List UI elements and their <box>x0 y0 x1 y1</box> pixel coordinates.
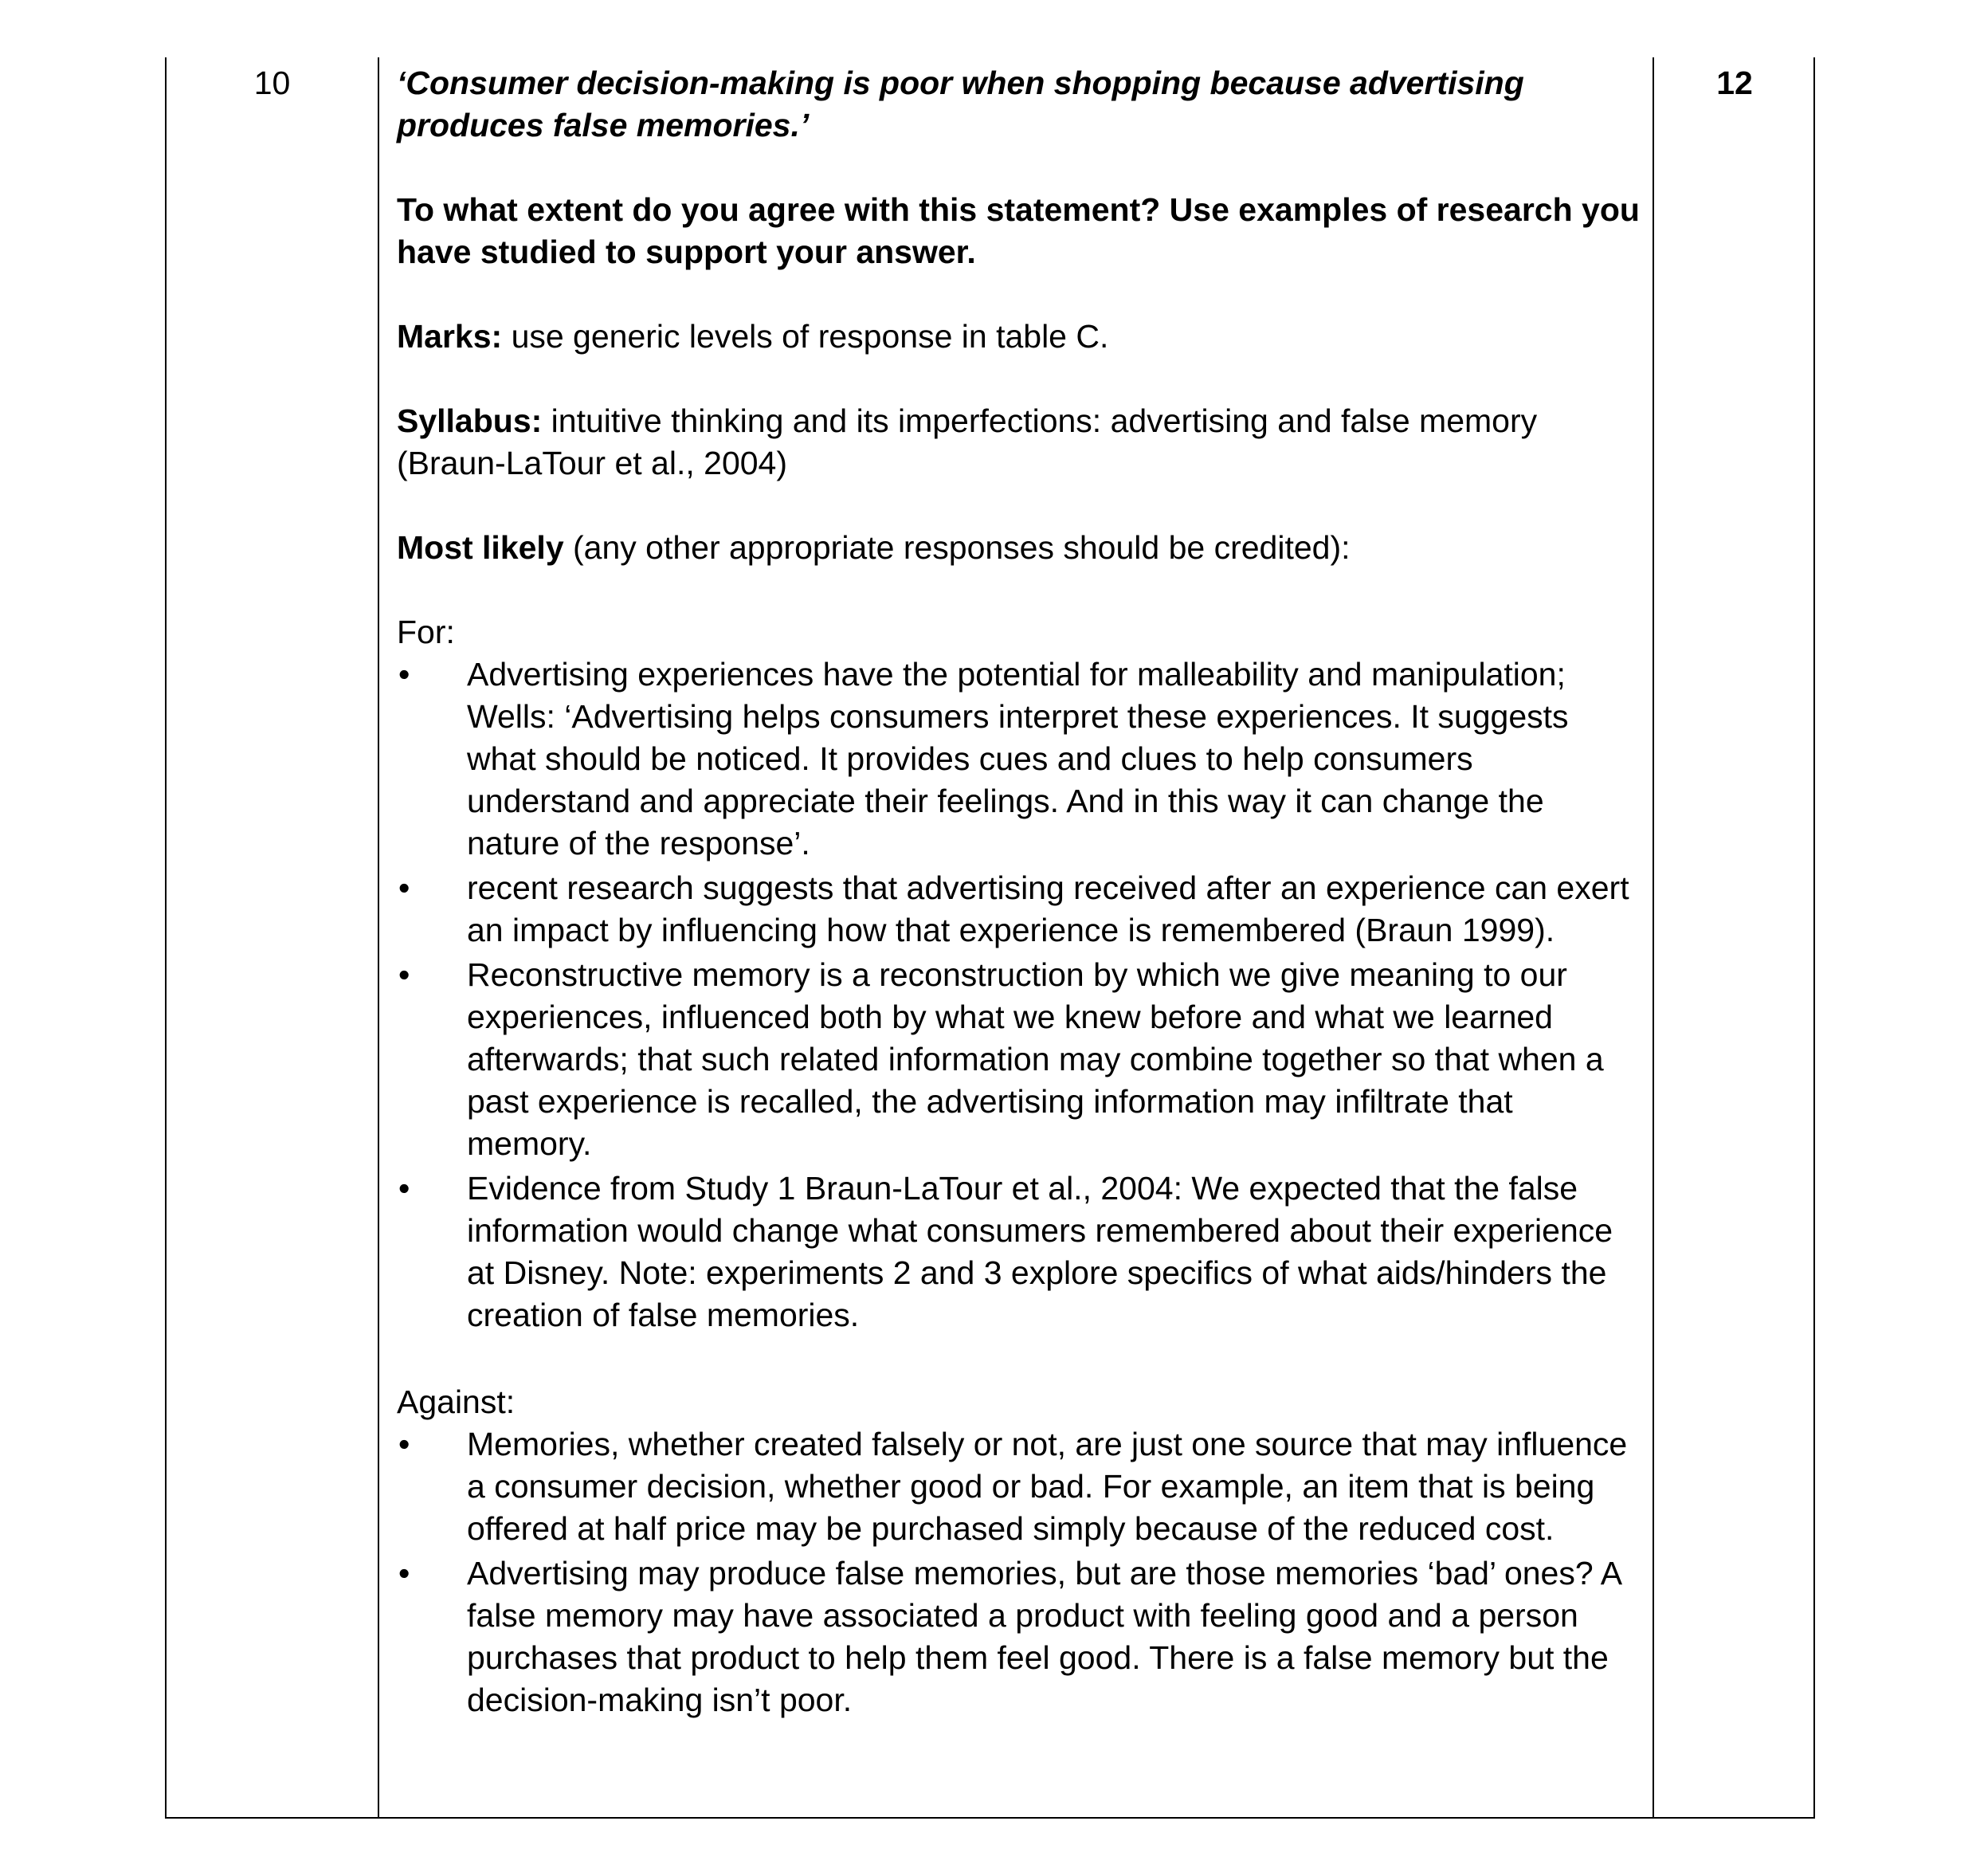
syllabus-text: intuitive thinking and its imperfections: advertising and false memory (Braun-LaTour et al., 2004) <box>397 402 1538 481</box>
answer-guidance <box>397 62 1640 1724</box>
bullet-icon: • <box>398 956 410 993</box>
mark-scheme-table <box>165 57 1815 1819</box>
marks-line <box>397 316 1640 358</box>
marks-text: use generic levels of response in table C. <box>502 318 1109 355</box>
list-item: • Advertising experiences have the potential for malleability and manipulation; Wells: ‘Advertising helps consumers interpret these experiences. It suggests what should be noticed. It provides cues and clues to help consumers understand and appreciate their feelings. And in this way it can change the nature of the response’. <box>397 653 1640 865</box>
list-item: • recent research suggests that advertising received after an experience can exert an impact by influencing how that experience is remembered (Braun 1999). <box>397 867 1640 952</box>
against-heading: Against: <box>397 1383 516 1420</box>
list-item: • Reconstructive memory is a reconstruction by which we give meaning to our experiences, influenced both by what we knew before and what we learned afterwards; that such related information may combine together so that when a past experience is recalled, the advertising information may infiltrate that memory. <box>397 954 1640 1165</box>
bullet-icon: • <box>398 869 410 906</box>
marks-label: Marks: <box>397 318 503 355</box>
column-divider <box>1653 57 1654 1817</box>
most-likely-text: (any other appropriate responses should be credited): <box>563 529 1351 566</box>
bullet-icon: • <box>398 1170 410 1207</box>
for-list <box>397 653 1640 1336</box>
column-divider <box>378 57 379 1817</box>
list-item: • Evidence from Study 1 Braun-LaTour et al., 2004: We expected that the false information would change what consumers remembered about their experience at Disney. Note: experiments 2 and 3 explore specifics of what aids/hinders the creation of false memories. <box>397 1168 1640 1336</box>
syllabus-line <box>397 400 1640 485</box>
bullet-icon: • <box>398 1426 410 1462</box>
most-likely-label: Most likely <box>397 529 564 566</box>
question-marks: 12 <box>1716 65 1753 101</box>
syllabus-label: Syllabus: <box>397 402 543 439</box>
list-item: • Advertising may produce false memories, but are those memories ‘bad’ ones? A false memory may have associated a product with feeling good and a person purchases that product to help them feel good. There is a false memory but the decision-making isn’t poor. <box>397 1552 1640 1721</box>
most-likely-line <box>397 527 1640 569</box>
bullet-icon: • <box>398 656 410 693</box>
against-list <box>397 1423 1640 1721</box>
bullet-icon: • <box>398 1555 410 1591</box>
question-number: 10 <box>253 65 291 101</box>
question-statement: ‘Consumer decision-making is poor when shopping because advertising produces false memories.’ <box>397 65 1524 143</box>
question-prompt: To what extent do you agree with this statement? Use examples of research you have studied to support your answer. <box>397 191 1640 270</box>
for-heading: For: <box>397 614 455 650</box>
list-item: • Memories, whether created falsely or not, are just one source that may influence a consumer decision, whether good or bad. For example, an item that is being offered at half price may be purchased simply because of the reduced cost. <box>397 1423 1640 1550</box>
